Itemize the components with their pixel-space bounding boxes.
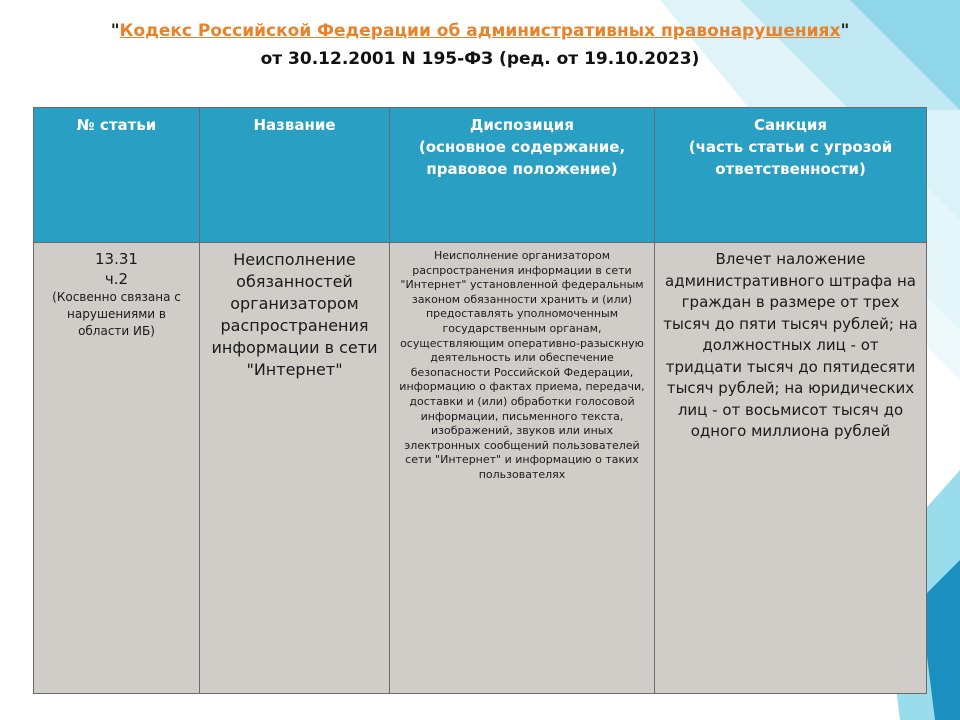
subtitle: от 30.12.2001 N 195-ФЗ (ред. от 19.10.2023) [260, 49, 700, 69]
sanction-text: Влечет наложение административного штрафа на граждан в размере от трех тысяч до пяти тысяч рублей; на должностных лиц - от тридцати тысяч до пятидесяти тысяч рублей; на юридических лиц - от восьмисот тысяч до одного миллиона рублей [663, 250, 918, 440]
cell-article-number [34, 243, 200, 694]
header-article-number: № статьи [34, 108, 200, 243]
cell-disposition [390, 243, 655, 694]
article-note: (Косвенно связана с нарушениями в области ИБ) [52, 290, 181, 338]
article-name: Неисполнение обязанностей организатором распространения информации в сети "Интернет" [211, 250, 378, 379]
title-block [0, 18, 960, 74]
quote-open: " [110, 21, 120, 41]
codex-link[interactable]: Кодекс Российской Федерации об административных правонарушениях [119, 21, 841, 41]
header-name: Название [200, 108, 390, 243]
title-line [0, 18, 960, 44]
cell-sanction [655, 243, 927, 694]
header-sanction: Санкция (часть статьи с угрозой ответственности) [655, 108, 927, 243]
law-table [33, 107, 927, 694]
table-header-row [34, 108, 927, 243]
article-number: 13.31 ч.2 [95, 250, 138, 288]
cell-name [200, 243, 390, 694]
header-disposition: Диспозиция (основное содержание, правовое положение) [390, 108, 655, 243]
disposition-text: Неисполнение организатором распространения информации в сети "Интернет" установленной федеральным законом обязанности хранить и (или) предоставлять уполномоченным государственным органам, осуществляющим оперативно-разыскную деятельность или обеспечение безопасности Российской Федерации, информацию о фактах приема, передачи, доставки и (или) обработки голосовой информации, письменного текста, изображений, звуков или иных электронных сообщений пользователей сети "Интернет" и информацию о таких пользователях [399, 249, 645, 481]
quote-close: " [840, 21, 850, 41]
table-row [34, 243, 927, 694]
